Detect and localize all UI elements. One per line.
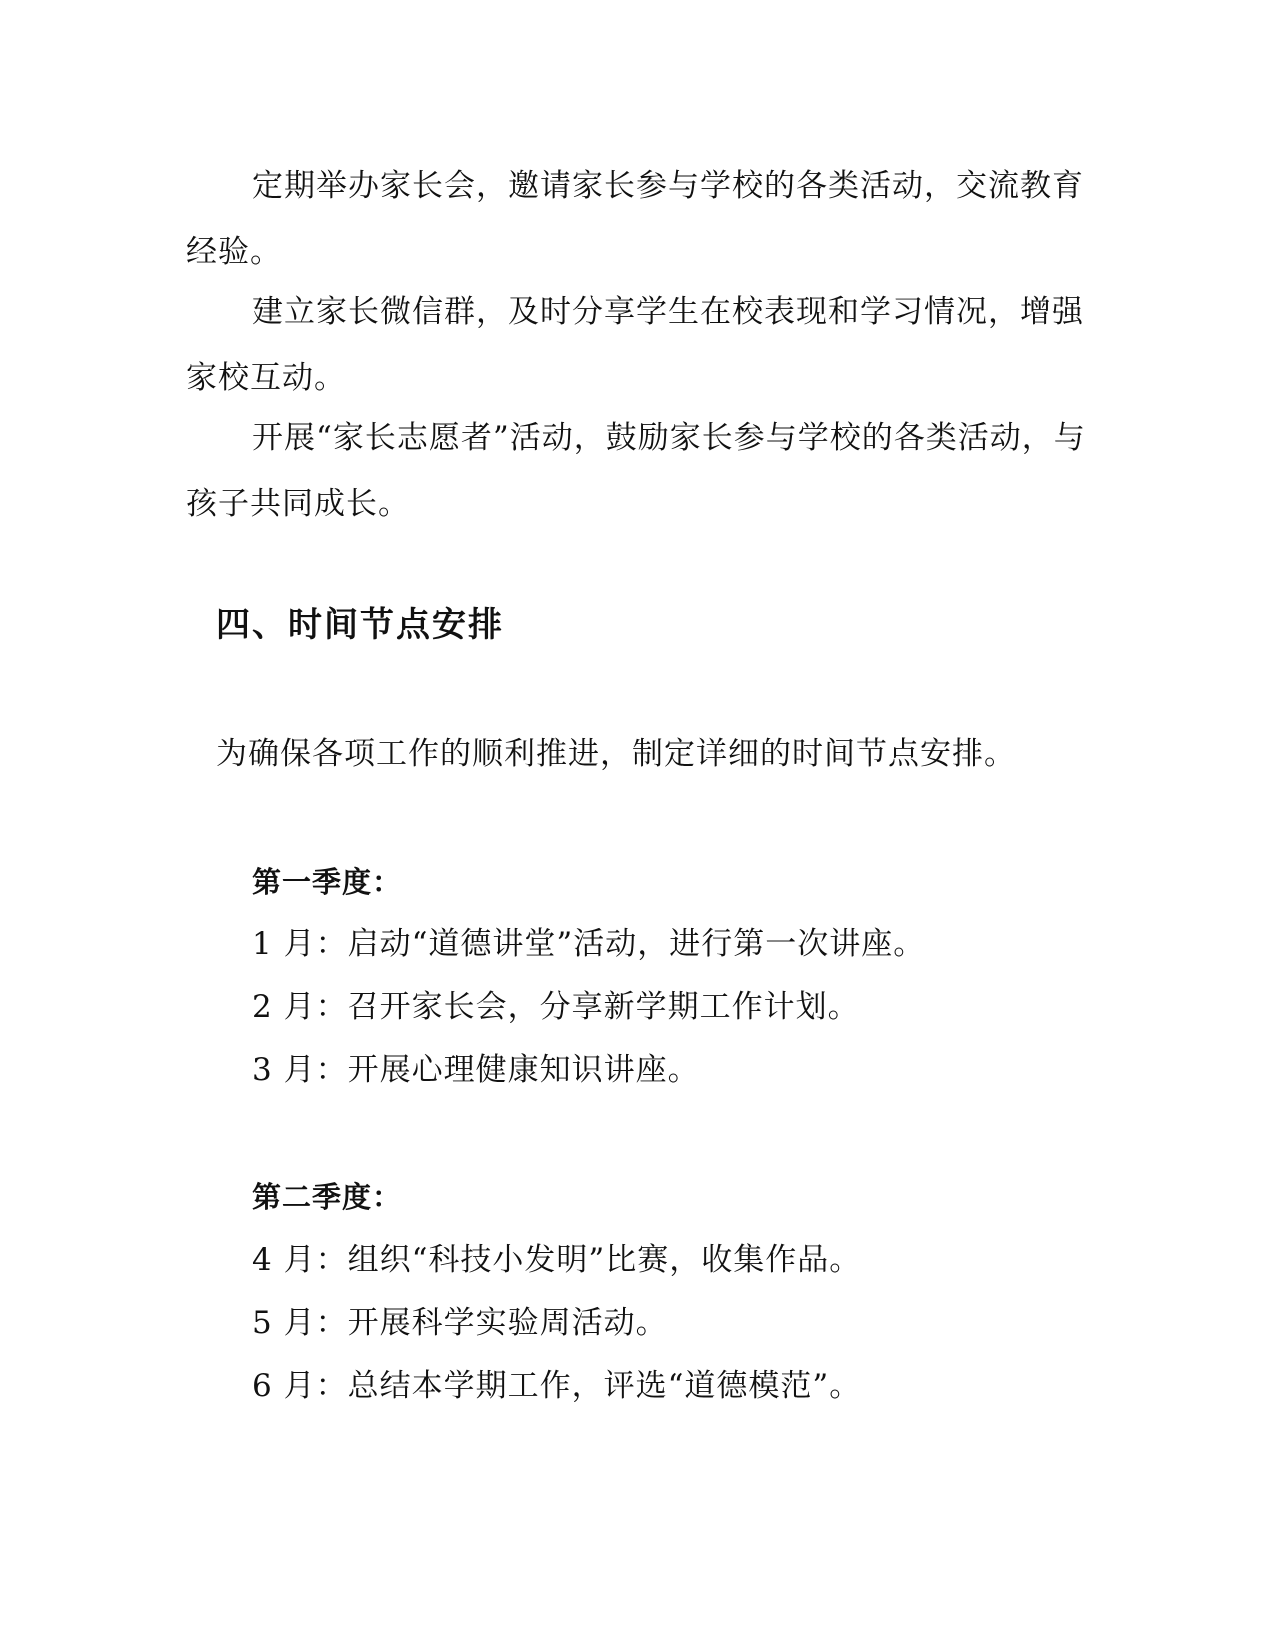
paragraph-parent-volunteers: 开展“家长志愿者”活动，鼓励家长参与学校的各类活动，与孩子共同成长。 [186,420,1086,522]
quarter-1-item-3: 3 月：开展心理健康知识讲座。 [252,1052,700,1088]
quarter-2-item-1: 4 月：组织“科技小发明”比赛，收集作品。 [252,1242,862,1278]
paragraph-parent-meetings: 定期举办家长会，邀请家长参与学校的各类活动，交流教育经验。 [186,168,1084,270]
quarter-1-title: 第一季度： [252,865,403,899]
section-heading: 四、时间节点安排 [216,605,504,645]
section-intro: 为确保各项工作的顺利推进，制定详细的时间节点安排。 [216,736,1016,772]
quarter-1-item-2: 2 月：召开家长会，分享新学期工作计划。 [252,989,860,1025]
quarter-1-item-1: 1 月：启动“道德讲堂”活动，进行第一次讲座。 [252,926,926,962]
paragraph-wechat-group: 建立家长微信群，及时分享学生在校表现和学习情况，增强家校互动。 [186,294,1084,396]
quarter-2-item-3: 6 月：总结本学期工作，评选“道德模范”。 [252,1368,862,1404]
quarter-2-item-2: 5 月：开展科学实验周活动。 [252,1305,668,1341]
quarter-2-title: 第二季度： [252,1180,403,1214]
